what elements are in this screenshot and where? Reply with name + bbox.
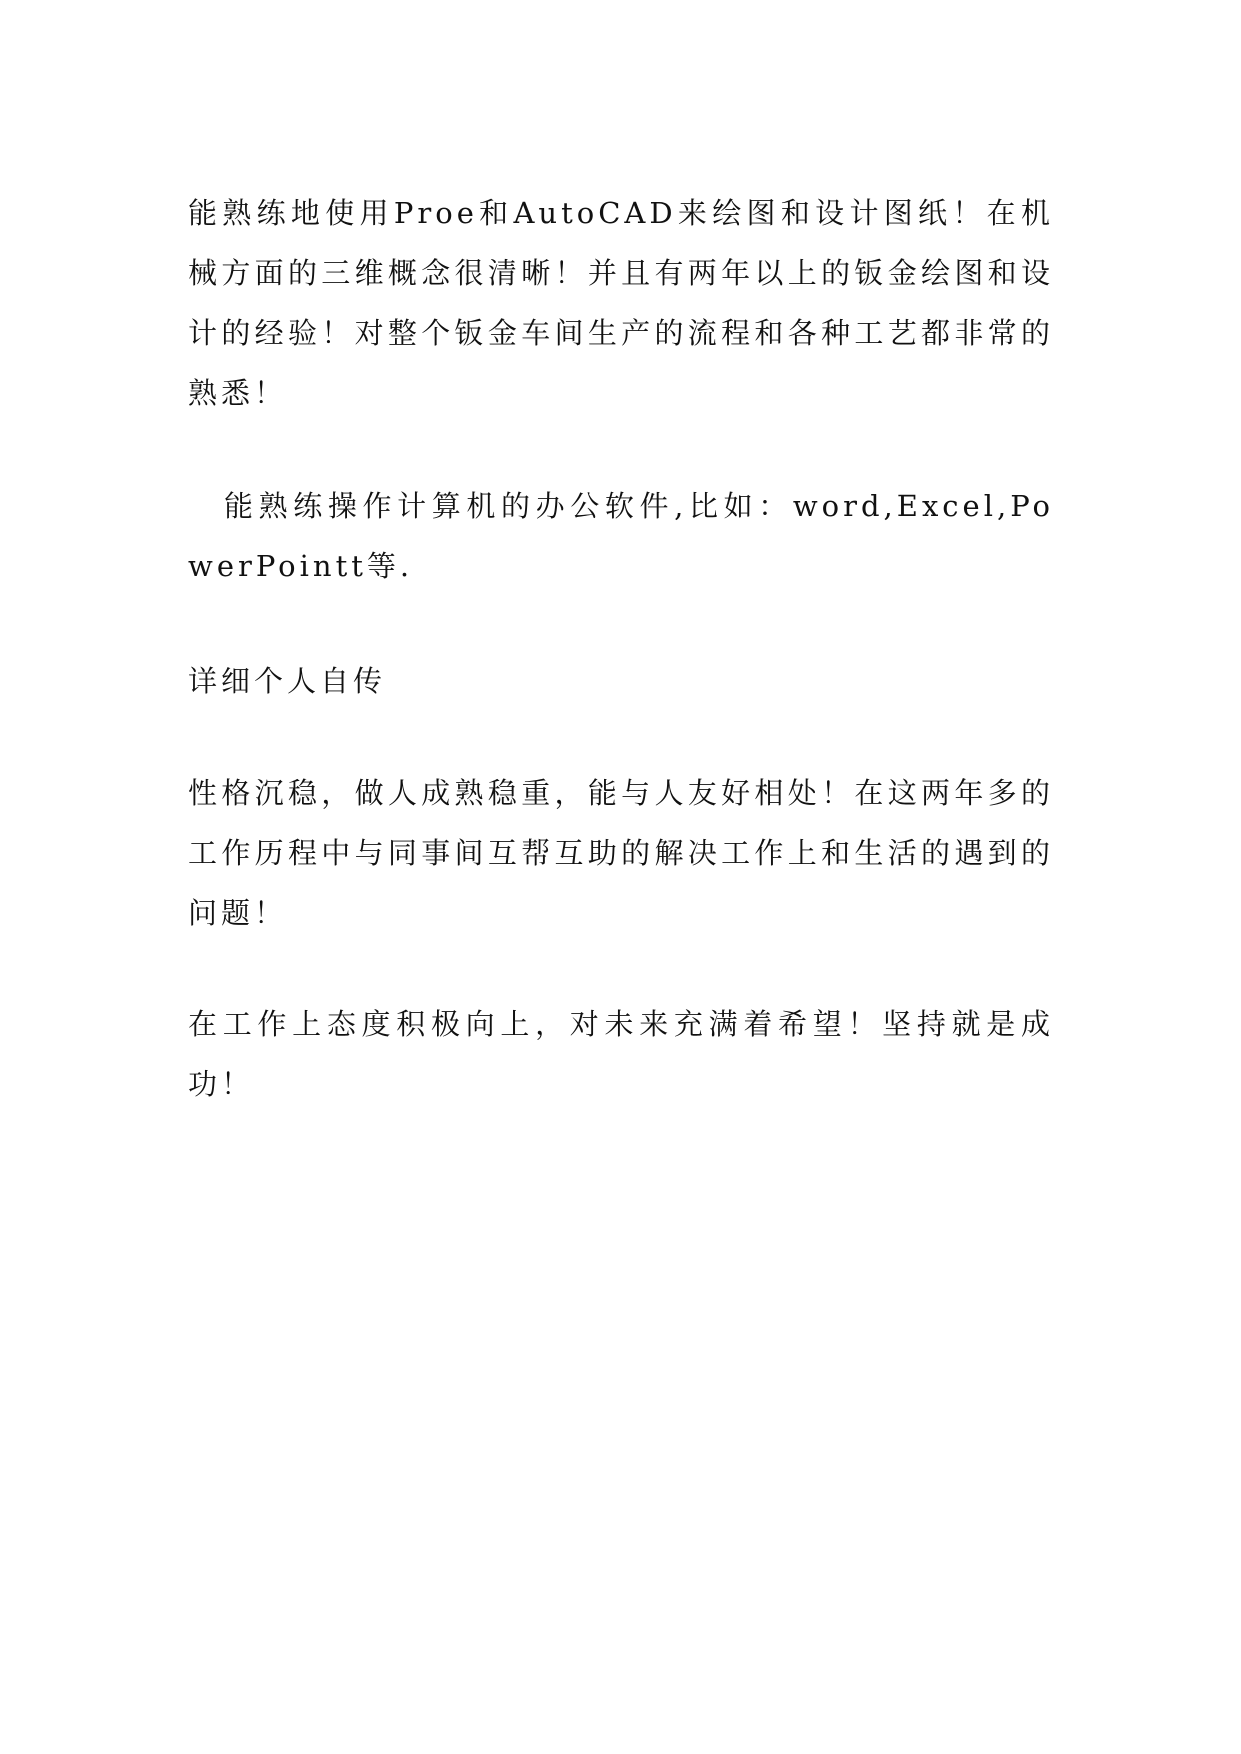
section-heading-autobiography: 详细个人自传: [188, 664, 387, 698]
paragraph-personality: 性格沉稳，做人成熟稳重，能与人友好相处！在这两年多的工作历程中与同事间互帮互助的解决工作上和生活的遇到的问题！: [188, 776, 1054, 930]
paragraph-attitude: 在工作上态度积极向上，对未来充满着希望！坚持就是成功！: [188, 1007, 1054, 1101]
paragraph-office-skills: 能熟练操作计算机的办公软件,比如：word,Excel,PowerPointt等.: [188, 489, 1054, 583]
paragraph-software-skills: 能熟练地使用Proe和AutoCAD来绘图和设计图纸！在机械方面的三维概念很清晰！并且有两年以上的钣金绘图和设计的经验！对整个钣金车间生产的流程和各种工艺都非常的熟悉！: [188, 196, 1054, 410]
